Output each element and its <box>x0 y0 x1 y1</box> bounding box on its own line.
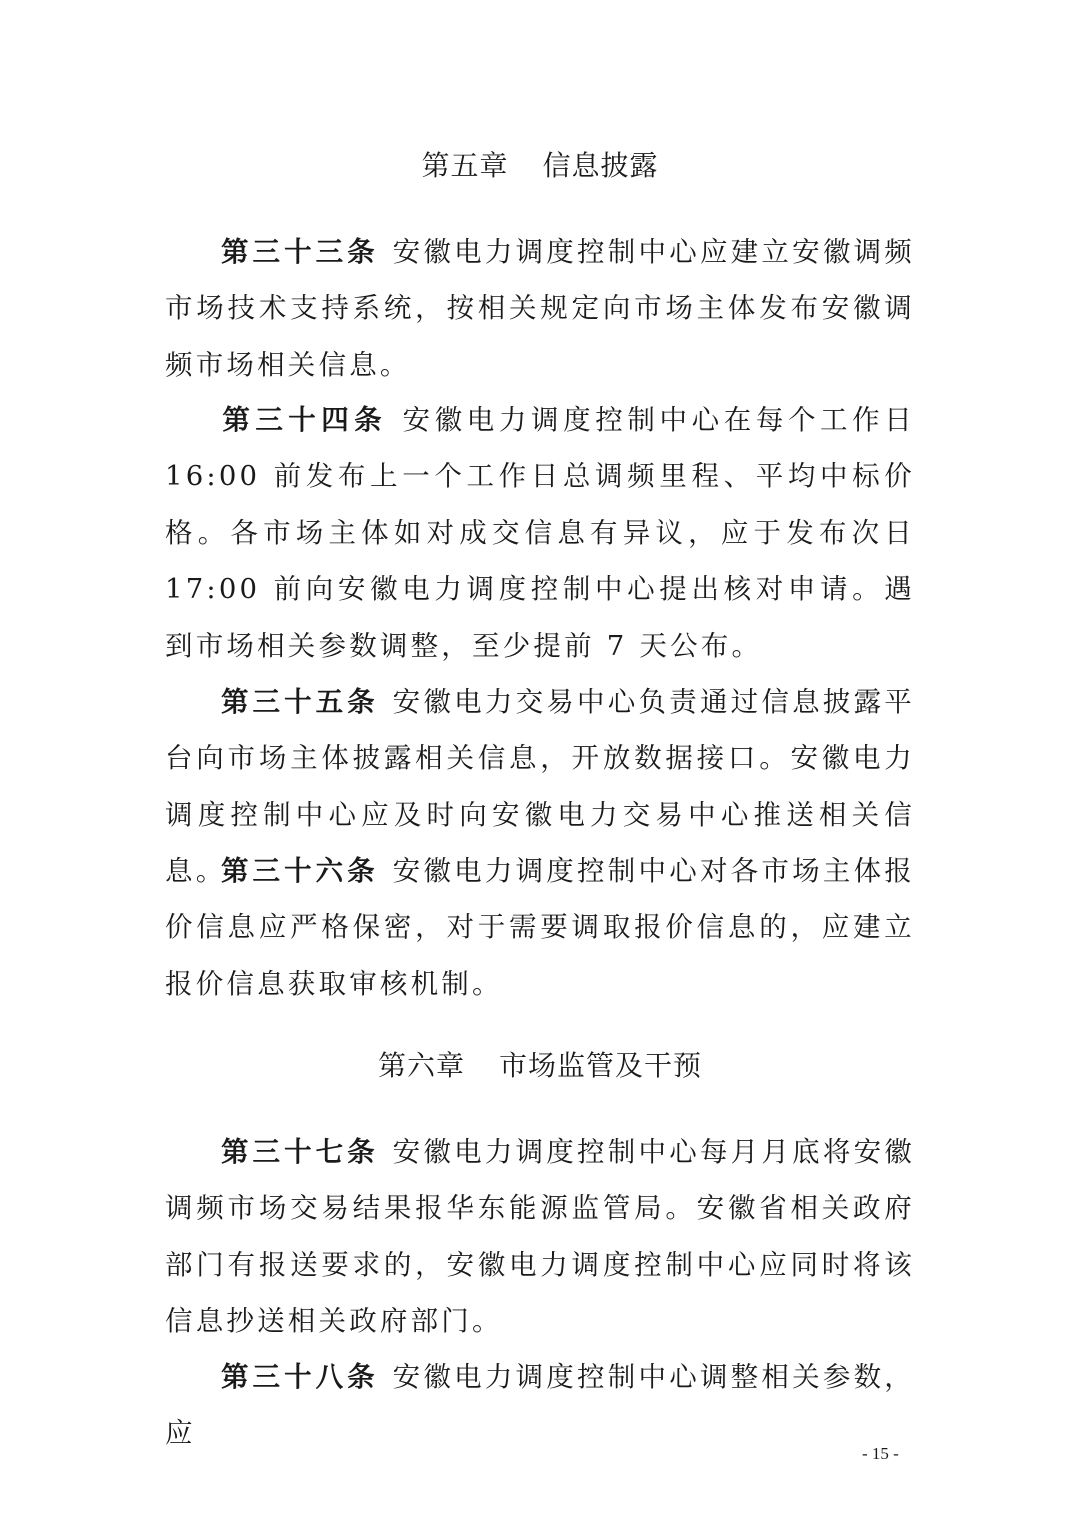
article-38 <box>165 1349 915 1462</box>
chapter-5-number: 第五章 <box>421 149 509 182</box>
article-35-label: 第三十五条 <box>221 686 379 718</box>
article-34 <box>165 392 915 674</box>
page-number: - 15 - <box>862 1444 899 1463</box>
chapter-6-heading <box>0 1046 1080 1086</box>
article-34-label: 第三十四条 <box>221 404 388 436</box>
article-38-text: 安徽电力调度控制中心调整相关参数，应 <box>165 1361 915 1450</box>
chapter-6-title: 市场监管及干预 <box>499 1049 703 1082</box>
chapter-6-number: 第六章 <box>377 1049 465 1082</box>
article-36 <box>165 843 915 1012</box>
article-36-text: 安徽电力调度控制中心对各市场主体报价信息应严格保密，对于需要调取报价信息的，应建立报价信息获取审核机制。 <box>165 855 915 1000</box>
article-38-label: 第三十八条 <box>221 1361 379 1393</box>
article-37-label: 第三十七条 <box>221 1136 379 1168</box>
article-33-text: 安徽电力调度控制中心应建立安徽调频市场技术支持系统，按相关规定向市场主体发布安徽调频市场相关信息。 <box>165 236 915 381</box>
article-37-text: 安徽电力调度控制中心每月月底将安徽调频市场交易结果报华东能源监管局。安徽省相关政府部门有报送要求的，安徽电力调度控制中心应同时将该信息抄送相关政府部门。 <box>165 1136 915 1338</box>
article-36-label: 第三十六条 <box>221 855 379 887</box>
article-37 <box>165 1124 915 1350</box>
chapter-5-title: 信息披露 <box>542 149 659 182</box>
chapter-5-heading <box>0 146 1080 186</box>
article-33 <box>165 224 915 393</box>
article-35-text: 安徽电力交易中心负责通过信息披露平台向市场主体披露相关信息，开放数据接口。安徽电力调度控制中心应及时向安徽电力交易中心推送相关信息。 <box>165 686 915 888</box>
article-34-text: 安徽电力调度控制中心在每个工作日 16:00 前发布上一个工作日总调频里程、平均中标价格。各市场主体如对成交信息有异议，应于发布次日 17:00 前向安徽电力调度控制中心提出核对申请。遇到市场相关参数调整，至少提前 7 天公布。 <box>165 404 916 662</box>
article-33-label: 第三十三条 <box>221 236 379 268</box>
